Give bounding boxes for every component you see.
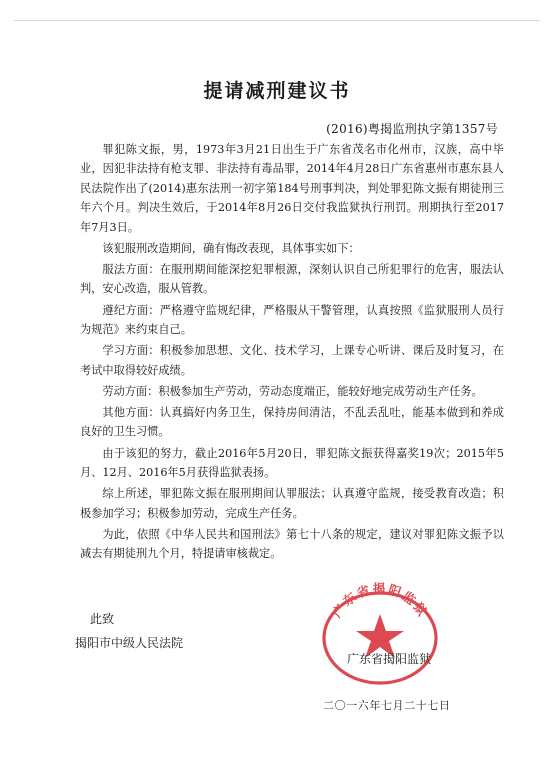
paragraph-summary: 综上所述，罪犯陈文振在服刑期间认罪服法；认真遵守监规，接受教育改造；积极参加学习；积极参加劳动，完成生产任务。 xyxy=(80,487,504,520)
paragraph-obedience: 服法方面：在服刑期间能深挖犯罪根源，深刻认识自己所犯罪行的危害，服法认判，安心改造，服从管教。 xyxy=(80,263,504,296)
paragraph-intro: 该犯服刑改造期间，确有悔改表现，具体事实如下： xyxy=(102,241,360,255)
issuing-authority: 广东省揭阳监狱 xyxy=(347,652,432,666)
document-title: 提请减刑建议书 xyxy=(203,80,351,102)
paragraph-discipline: 遵纪方面：严格遵守监规纪律，严格服从干警管理，认真按照《监狱服刑人员行为规范》来约束自己。 xyxy=(80,303,504,337)
paragraph-rewards: 由于该犯的努力，截止2016年5月20日，罪犯陈文振获得嘉奖19次；2015年5月、12月、2016年5月获得监狱表扬。 xyxy=(80,446,504,480)
document-body xyxy=(80,140,504,566)
top-rule xyxy=(14,20,540,21)
official-seal-icon xyxy=(315,576,445,686)
paragraph-study: 学习方面：积极参加思想、文化、技术学习，上课专心听讲、课后及时复习，在考试中取得较好成绩。 xyxy=(80,344,504,377)
issue-date: 二〇一六年七月二十七日 xyxy=(323,699,451,712)
closing-salutation: 此致 xyxy=(90,612,115,626)
seal-text: 广东省揭阳监狱 xyxy=(328,581,432,621)
paragraph-recommendation: 为此，依照《中华人民共和国刑法》第七十八条的规定，建议对罪犯陈文振予以减去有期徒刑九个月，特提请审核裁定。 xyxy=(80,527,504,561)
document-number: (2016)粤揭监刑执字第1357号 xyxy=(326,122,498,136)
recipient-court: 揭阳市中级人民法院 xyxy=(75,636,184,650)
paragraph-labor: 劳动方面：积极参加生产劳动，劳动态度端正，能较好地完成劳动生产任务。 xyxy=(102,384,483,398)
paragraph-other: 其他方面：认真搞好内务卫生，保持房间清洁，不乱丢乱吐，能基本做到和养成良好的卫生习惯。 xyxy=(80,406,504,439)
paragraph-basic-info: 罪犯陈文振，男，1973年3月21日出生于广东省茂名市化州市，汉族，高中毕业，因犯非法持有枪支罪、非法持有毒品罪，2014年4月28日广东省惠州市惠东县人民法院作出了(2014)惠东法刑一初字第184号刑事判决，判处罪犯陈文振有期徒刑三年六个月。判决生效后，于2014年8月26日交付我监狱执行刑罚。刑期执行至2017年7月3日。 xyxy=(80,143,504,234)
